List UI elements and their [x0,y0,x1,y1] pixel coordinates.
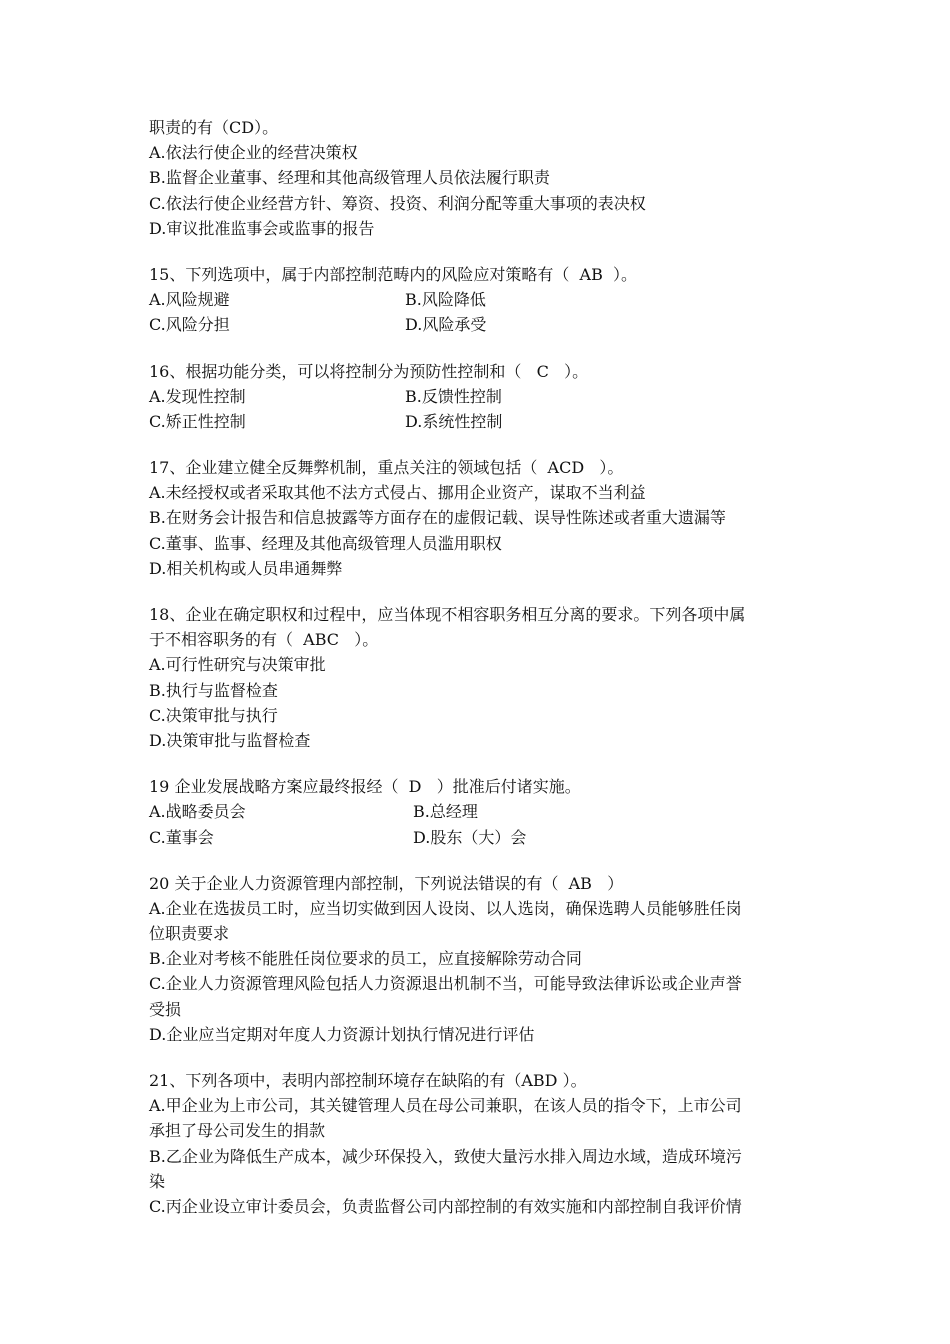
option-b: B.乙企业为降低生产成本，减少环保投入，致使大量污水排入周边水域，造成环境污 [149,1146,742,1166]
option-b: B.风险降低 [405,290,486,310]
option-d: D.股东（大）会 [413,827,527,847]
option-a: A.风险规避 [149,290,230,310]
question-stem: 18、企业在确定职权和过程中，应当体现不相容职务相互分离的要求。下列各项中属 [149,605,746,624]
option-c: C.矫正性控制 [149,411,246,431]
question-14 [149,115,809,241]
option-a: A.依法行使企业的经营决策权 [149,143,358,163]
question-stem: 21、下列各项中，表明内部控制环境存在缺陷的有（ABD ）。 [149,1071,587,1090]
options-row [149,384,809,409]
option-d: D.决策审批与监督检查 [149,730,311,750]
question-stem: 20 关于企业人力资源管理内部控制，下列说法错误的有（ AB ） [149,873,624,893]
question-19 [149,774,809,850]
option-b-continued: 染 [149,1171,166,1191]
options-row [149,799,809,824]
option-a: A.可行性研究与决策审批 [149,655,326,675]
question-stem: 19 企业发展战略方案应最终报经（ D ）批准后付诸实施。 [149,777,581,797]
question-20 [149,871,809,1047]
option-a-continued: 承担了母公司发生的捐款 [149,1121,326,1141]
question-stem: 16、根据功能分类，可以将控制分为预防性控制和（ C ）。 [149,361,589,381]
options-row [149,409,809,434]
options-row [149,312,809,337]
option-a-continued: 位职责要求 [149,924,230,944]
option-c: C.依法行使企业经营方针、筹资、投资、利润分配等重大事项的表决权 [149,193,646,213]
option-d: D.审议批准监事会或监事的报告 [149,218,375,238]
option-c-continued: 受损 [149,999,182,1019]
option-a: A.甲企业为上市公司，其关键管理人员在母公司兼职，在该人员的指令下，上市公司 [149,1096,742,1116]
option-c: C.董事、监事、经理及其他高级管理人员滥用职权 [149,533,502,553]
option-d: D.企业应当定期对年度人力资源计划执行情况进行评估 [149,1024,535,1044]
option-d: D.系统性控制 [405,411,503,431]
option-c: C.风险分担 [149,315,230,335]
option-b: B.反馈性控制 [405,386,502,406]
option-a: A.战略委员会 [149,802,246,822]
option-c: C.董事会 [149,827,214,847]
option-b: B.总经理 [413,802,478,822]
options-row [149,825,809,850]
question-stem: 17、企业建立健全反舞弊机制，重点关注的领域包括（ ACD ）。 [149,458,624,478]
question-stem: 职责的有（CD）。 [149,118,279,137]
option-d: D.风险承受 [405,315,487,335]
question-stem: 15、下列选项中，属于内部控制范畴内的风险应对策略有（ AB ）。 [149,264,638,284]
question-21 [149,1068,809,1219]
options-row [149,287,809,312]
option-c: C.企业人力资源管理风险包括人力资源退出机制不当，可能导致法律诉讼或企业声誉 [149,974,742,994]
option-b: B.企业对考核不能胜任岗位要求的员工，应直接解除劳动合同 [149,949,582,969]
document-body [149,115,809,1219]
option-a: A.企业在选拔员工时，应当切实做到因人设岗、以人选岗，确保选聘人员能够胜任岗 [149,898,742,918]
question-17 [149,455,809,581]
question-18 [149,602,809,753]
option-b: B.在财务会计报告和信息披露等方面存在的虚假记载、误导性陈述或者重大遗漏等 [149,508,726,528]
option-d: D.相关机构或人员串通舞弊 [149,558,343,578]
option-b: B.监督企业董事、经理和其他高级管理人员依法履行职责 [149,168,550,188]
option-b: B.执行与监督检查 [149,680,278,700]
option-c: C.决策审批与执行 [149,705,278,725]
option-c: C.丙企业设立审计委员会，负责监督公司内部控制的有效实施和内部控制自我评价情 [149,1196,742,1216]
option-a: A.发现性控制 [149,386,246,406]
question-15 [149,262,809,338]
question-stem-continued: 于不相容职务的有（ ABC ）。 [149,630,379,650]
question-16 [149,359,809,435]
option-a: A.未经授权或者采取其他不法方式侵占、挪用企业资产，谋取不当利益 [149,483,646,503]
